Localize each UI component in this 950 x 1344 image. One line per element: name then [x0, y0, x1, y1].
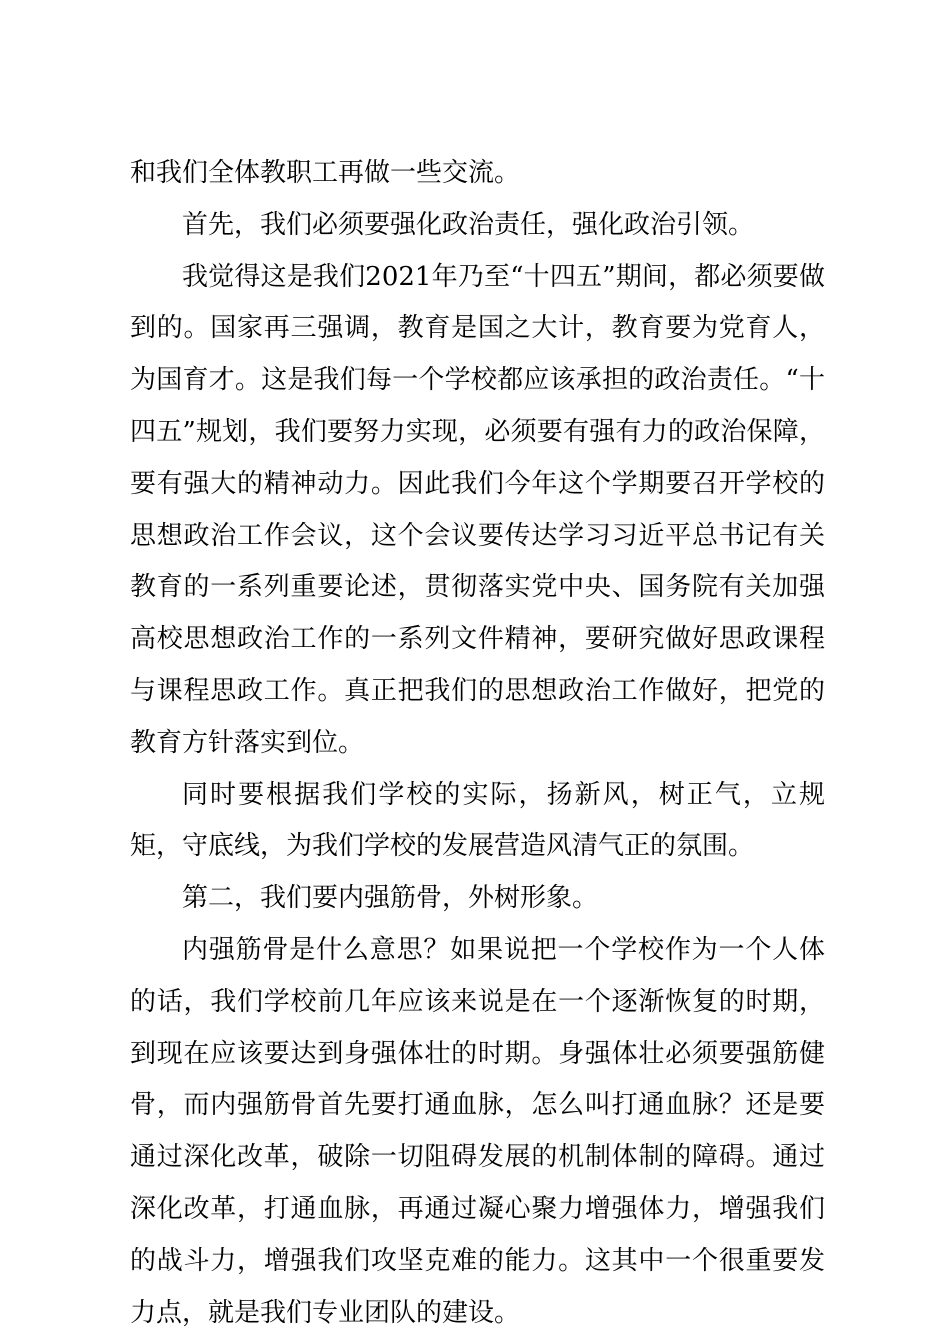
paragraph-2: 首先，我们必须要强化政治责任，强化政治引领。: [182, 209, 755, 240]
paragraph-3: 我觉得这是我们2021年乃至“十四五”期间，都必须要做到的。国家再三强调，教育是国之大计，教育要为党育人，为国育才。这是我们每一个学校都应该承担的政治责任。“十四五”规划，我们要努力实现，必须要有强有力的政治保障，要有强大的精神动力。因此我们今年这个学期要召开学校的思想政治工作会议，这个会议要传达学习习近平总书记有关教育的一系列重要论述，贯彻落实党中央、国务院有关加强高校思想政治工作的一系列文件精神，要研究做好思政课程与课程思政工作。真正把我们的思想政治工作做好，把党的教育方针落实到位。: [130, 261, 825, 758]
paragraph-5: 第二，我们要内强筋骨，外树形象。: [182, 883, 599, 914]
document-body: [130, 148, 825, 1339]
paragraph-1: 和我们全体教职工再做一些交流。: [130, 158, 521, 188]
paragraph-6: 内强筋骨是什么意思？如果说把一个学校作为一个人体的话，我们学校前几年应该来说是在一个逐渐恢复的时期，到现在应该要达到身强体壮的时期。身强体壮必须要强筋健骨，而内强筋骨首先要打通血脉，怎么叫打通血脉？还是要通过深化改革，破除一切阻碍发展的机制体制的障碍。通过深化改革，打通血脉，再通过凝心聚力增强体力，增强我们的战斗力，增强我们攻坚克难的能力。这其中一个很重要发力点，就是我们专业团队的建设。: [130, 934, 825, 1328]
paragraph-4: 同时要根据我们学校的实际，扬新风，树正气，立规矩，守底线，为我们学校的发展营造风清气正的氛围。: [130, 779, 825, 862]
